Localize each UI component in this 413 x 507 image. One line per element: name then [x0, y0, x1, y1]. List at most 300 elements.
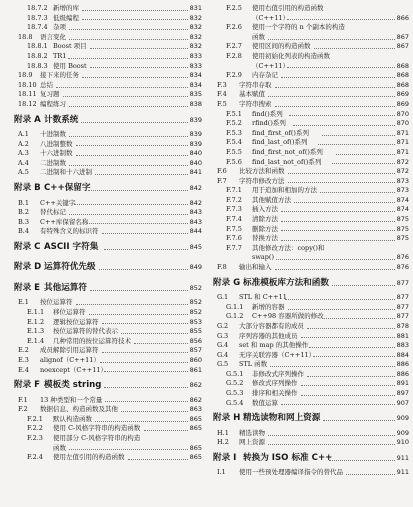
toc-page-number: 866: [396, 13, 409, 22]
toc-page-number: 907: [396, 398, 409, 407]
toc-section-number: G.5: [217, 360, 229, 369]
toc-section-number: F.1: [18, 395, 28, 404]
dot-leader: [288, 173, 396, 174]
dot-leader: [99, 269, 188, 270]
toc-section-title: 删除方法: [252, 224, 278, 233]
toc-page-number: 833: [189, 61, 202, 70]
toc-page-number: 838: [189, 99, 202, 108]
toc-page-number: 869: [396, 90, 409, 99]
toc-section-title: swap(): [252, 253, 275, 262]
toc-entry-row: [14, 168, 202, 178]
toc-section-title: 修改式序列操作: [252, 379, 298, 388]
toc-section-number: F.5.5: [226, 147, 242, 156]
toc-page-number: 884: [396, 350, 409, 359]
toc-page-number: 871: [396, 128, 409, 137]
toc-page-number: 843: [189, 217, 202, 226]
toc-section-title: 使用一些预处理器编译指令的替代品: [239, 468, 343, 477]
toc-page-number: 909: [396, 428, 409, 437]
dot-leader: [69, 106, 188, 107]
toc-entry-row: [213, 429, 409, 439]
dot-leader: [134, 343, 188, 344]
dot-leader: [88, 190, 188, 191]
dot-leader: [68, 58, 188, 59]
dot-leader: [105, 401, 188, 402]
toc-section-title: 函数: [53, 443, 66, 452]
toc-page-number: 877: [396, 293, 409, 302]
toc-chapter-row: [213, 408, 409, 429]
toc-section-title: 大部分容器都有的成员: [239, 321, 304, 330]
toc-section-number: 18.7.4: [27, 23, 48, 32]
toc-section-title: 字符串搜索: [239, 99, 272, 108]
toc-section-title: （C++11）: [252, 61, 290, 70]
toc-chapter-title: 转换为 ISO 标准 C++: [243, 452, 333, 463]
toc-entry-row: [213, 196, 409, 206]
dot-leader: [293, 125, 395, 126]
toc-entry-row: [213, 399, 409, 409]
toc-section-number: F.5.2: [226, 119, 242, 128]
toc-page-number: 870: [396, 109, 409, 118]
toc-entry-row: [213, 33, 409, 43]
toc-section-number: H.1: [217, 428, 229, 437]
toc-section-number: F.8: [217, 263, 227, 272]
toc-entry-row: [213, 303, 409, 313]
toc-section-title: 内存杂记: [252, 71, 278, 80]
toc-section-title: 13 种类型和一个常量: [40, 395, 103, 404]
toc-section-number: A.2: [18, 139, 29, 148]
toc-section-title: （C++11）: [252, 13, 290, 22]
toc-section-title: 精选读物: [239, 428, 265, 437]
toc-page-number: 842: [189, 178, 202, 199]
toc-entry-row: [213, 370, 409, 380]
toc-page-number: 845: [189, 237, 202, 258]
toc-section-number: E.3: [18, 355, 29, 364]
toc-section-number: F.6: [217, 167, 227, 176]
toc-section-title: find_last_of()系列: [252, 138, 308, 147]
toc-section-number: F.5: [217, 99, 227, 108]
dot-leader: [314, 48, 396, 49]
toc-section-number: F.5.4: [226, 138, 242, 147]
toc-entry-row: [14, 52, 202, 62]
toc-page-number: 876: [396, 263, 409, 272]
toc-entry-row: [213, 234, 409, 244]
toc-section-number: A.3: [18, 149, 29, 158]
dot-leader: [63, 96, 189, 97]
dot-leader: [268, 435, 395, 436]
toc-chapter-title: 标准模板库方法和函数: [243, 277, 329, 288]
toc-chapter-row: [14, 178, 202, 199]
dot-leader: [56, 87, 188, 88]
toc-section-number: F.2.4: [27, 453, 43, 462]
toc-section-title: 替换方法: [252, 234, 278, 243]
toc-section-number: E.2: [18, 346, 29, 355]
toc-entry-row: [14, 62, 202, 72]
dot-leader: [320, 192, 395, 193]
toc-section-title: 用于追加和相加的方法: [252, 186, 317, 195]
toc-section-number: A.1: [18, 130, 29, 139]
toc-page-number: 873: [396, 186, 409, 195]
dot-leader: [104, 249, 188, 250]
dot-leader: [281, 77, 395, 78]
toc-section-number: F.2.9: [226, 71, 242, 80]
toc-section-number: B.4: [18, 227, 29, 236]
toc-entry-row: [213, 253, 409, 263]
toc-entry-row: [213, 100, 409, 110]
toc-page-number: 860: [189, 355, 202, 364]
dot-leader: [121, 411, 188, 412]
toc-page-number: 833: [189, 51, 202, 60]
toc-entry-row: [213, 205, 409, 215]
toc-section-title: 替代标记: [40, 208, 66, 217]
toc-page-number: 865: [189, 443, 202, 452]
toc-section-title: alignof（C++11）: [40, 355, 100, 364]
toc-section-number: B.3: [18, 217, 29, 226]
dot-leader: [74, 204, 188, 205]
toc-page-number: 897: [396, 389, 409, 398]
toc-section-title: 输出和输入: [239, 263, 272, 272]
dot-leader: [275, 87, 396, 88]
toc-section-number: F.7.6: [226, 234, 242, 243]
toc-chapter-row: [14, 110, 202, 131]
toc-section-title: set 和 map 的其他操作: [239, 341, 309, 350]
toc-section-title: 使用右值引用的构造函数: [252, 4, 324, 12]
toc-chapter-row: [213, 273, 409, 294]
toc-section-number: G.1.2: [226, 312, 244, 321]
toc-entry-row: [14, 208, 202, 218]
toc-entry-row: [14, 149, 202, 159]
toc-section-number: G.4: [217, 350, 229, 359]
dot-leader: [102, 233, 189, 234]
toc-page-number: 875: [396, 234, 409, 243]
toc-entry-row: [213, 293, 409, 303]
toc-section-title: 移位运算符: [53, 307, 86, 316]
toc-page-number: 874: [396, 195, 409, 204]
dot-leader: [294, 202, 395, 203]
toc-entry-row: [213, 186, 409, 196]
toc-chapter-title: 运算符优先级: [44, 262, 96, 273]
dot-leader: [285, 299, 395, 300]
dot-leader: [102, 323, 189, 324]
dot-leader: [90, 48, 188, 49]
dot-leader: [288, 182, 396, 183]
toc-entry-row: [213, 351, 409, 361]
toc-entry-row: [213, 312, 409, 322]
toc-section-number: B.2: [18, 208, 29, 217]
toc-page-number: 911: [396, 468, 409, 477]
toc-page-number: 840: [189, 158, 202, 167]
toc-entry-row: [14, 327, 202, 337]
toc-page-number: 867: [396, 32, 409, 41]
toc-section-title: find()系列: [252, 109, 283, 118]
toc-entry-row: [213, 23, 409, 33]
toc-section-title: 八进制整数: [40, 139, 73, 148]
toc-section-number: F.2.8: [226, 51, 242, 60]
dot-leader: [313, 356, 395, 357]
dot-leader: [69, 136, 188, 137]
toc-entry-row: [213, 468, 409, 478]
toc-section-number: 18.9: [18, 71, 33, 80]
toc-page-number: 861: [189, 365, 202, 374]
toc-section-title: 无序关联容器（C++11）: [239, 350, 316, 359]
toc-section-number: F.5.1: [226, 109, 242, 118]
dot-leader: [102, 352, 189, 353]
dot-leader: [270, 366, 395, 367]
toc-section-title: 基本赋值: [239, 90, 265, 99]
toc-chapter-row: [14, 257, 202, 278]
dot-leader: [323, 420, 395, 421]
toc-section-number: F.2.7: [226, 42, 242, 51]
toc-page-number: 877: [396, 312, 409, 321]
toc-chapter-row: [14, 278, 202, 299]
toc-entry-row: [14, 199, 202, 209]
dot-leader: [281, 404, 395, 405]
toc-page-number: 853: [189, 317, 202, 326]
toc-entry-row: [213, 379, 409, 389]
toc-entry-row: [213, 119, 409, 129]
toc-page-number: 883: [396, 341, 409, 350]
toc-page-number: 865: [189, 453, 202, 462]
dot-leader: [276, 259, 395, 260]
dot-leader: [95, 174, 188, 175]
toc-entry-row: [14, 81, 202, 91]
toc-entry-row: [14, 90, 202, 100]
toc-page-number: 868: [396, 71, 409, 80]
dot-leader: [76, 304, 189, 305]
toc-page-number: 839: [189, 139, 202, 148]
dot-leader: [275, 269, 396, 270]
toc-section-title: TR1: [53, 51, 67, 60]
toc-section-number: G.1: [217, 293, 229, 302]
dot-leader: [289, 115, 395, 116]
toc-entry-row: [213, 263, 409, 273]
toc-section-title: 十六进制数: [40, 149, 73, 158]
toc-section-number: H.2: [217, 438, 229, 447]
toc-section-title: find_first_of()系列: [252, 128, 309, 137]
toc-section-number: G.5.4: [226, 398, 244, 407]
dot-leader: [322, 318, 395, 319]
dot-leader: [268, 39, 395, 40]
toc-entry-row: [14, 434, 202, 444]
dot-leader: [69, 214, 188, 215]
toc-section-number: G.5.2: [226, 379, 244, 388]
dot-leader: [90, 67, 188, 68]
toc-section-number: G.5.3: [226, 389, 244, 398]
toc-section-title: 使用一个字符的 n 个副本的构造: [252, 23, 345, 32]
toc-section-title: 排序和相关操作: [252, 389, 298, 398]
toc-entry-row: [14, 159, 202, 169]
toc-section-number: E.1.1: [27, 307, 45, 316]
toc-entry-row: [14, 227, 202, 237]
toc-page-number: 877: [396, 273, 409, 294]
toc-entry-row: [14, 405, 202, 415]
dot-leader: [301, 385, 396, 386]
toc-section-title: 清除方法: [252, 215, 278, 224]
toc-section-number: E.4: [18, 365, 29, 374]
dot-leader: [346, 474, 395, 475]
toc-entry-row: [213, 42, 409, 52]
toc-section-number: I.1: [217, 468, 226, 477]
toc-section-title: 数值运算: [252, 398, 278, 407]
toc-entry-row: [213, 341, 409, 351]
toc-section-title: 编程练习: [40, 99, 66, 108]
toc-page-number: 840: [189, 149, 202, 158]
toc-left-column: [14, 4, 202, 463]
toc-entry-row: [14, 130, 202, 140]
dot-leader: [268, 96, 395, 97]
toc-entry-row: [14, 366, 202, 376]
toc-section-number: 附录 C: [14, 241, 41, 252]
toc-section-title: Boost 项目: [53, 42, 87, 51]
toc-entry-row: [213, 215, 409, 225]
toc-page-number: 852: [189, 307, 202, 316]
toc-entry-row: [14, 337, 202, 347]
toc-section-title: 按位运算符的替代表示: [53, 327, 118, 336]
dot-leader: [332, 163, 395, 164]
toc-page-number: 881: [396, 331, 409, 340]
toc-entry-row: [14, 14, 202, 24]
dot-leader: [76, 145, 189, 146]
toc-page-number: 872: [396, 157, 409, 166]
toc-section-number: 18.11: [18, 90, 37, 99]
toc-section-title: 总结: [40, 80, 53, 89]
dot-leader: [90, 290, 188, 291]
toc-page-number: 852: [189, 278, 202, 299]
toc-entry-row: [213, 14, 409, 24]
dot-leader: [82, 77, 188, 78]
toc-section-title: 低级编程: [53, 13, 79, 22]
toc-page-number: 875: [396, 224, 409, 233]
toc-section-number: F.7.3: [226, 205, 242, 214]
toc-section-number: 附录 H: [213, 413, 241, 424]
dot-leader: [332, 285, 395, 286]
toc-section-title: 有特殊含义的标识符: [40, 227, 99, 236]
toc-entry-row: [14, 318, 202, 328]
toc-entry-row: [213, 129, 409, 139]
toc-chapter-title: 其他运算符: [44, 282, 87, 293]
dot-leader: [69, 29, 188, 30]
toc-section-number: B.1: [18, 198, 29, 207]
toc-section-number: F.7.1: [226, 186, 242, 195]
toc-section-title: 语言变化: [40, 32, 66, 41]
toc-page-number: 891: [396, 379, 409, 388]
toc-section-number: 18.7.2: [27, 4, 48, 12]
toc-section-title: 网上资源: [239, 438, 265, 447]
toc-page-number: 876: [396, 253, 409, 262]
toc-page-number: 839: [189, 130, 202, 139]
toc-section-title: C++98 容器所做的修改: [252, 312, 324, 321]
toc-entry-row: [14, 424, 202, 434]
toc-section-title: 新增的库: [53, 4, 79, 12]
dot-leader: [336, 154, 395, 155]
dot-leader: [82, 10, 188, 11]
toc-section-title: 使用 Boost: [53, 61, 87, 70]
toc-entry-row: [213, 225, 409, 235]
toc-section-number: 附录 G: [213, 277, 241, 288]
toc-section-title: 杂项: [53, 23, 66, 32]
dot-leader: [281, 230, 395, 231]
toc-page-number: 856: [189, 336, 202, 345]
toc-section-number: 18.7.3: [27, 13, 48, 22]
toc-section-title: 使用初始化列表的构造函数: [252, 51, 330, 60]
toc-page-number: 839: [189, 110, 202, 131]
toc-section-number: 18.8.2: [27, 51, 48, 60]
toc-entry-row: [213, 438, 409, 448]
toc-page-number: 832: [189, 42, 202, 51]
toc-page-number: 832: [189, 23, 202, 32]
dot-leader: [322, 135, 395, 136]
toc-page-number: 831: [189, 4, 202, 12]
toc-entry-row: [14, 218, 202, 228]
toc-section-number: G.2: [217, 321, 229, 330]
toc-entry-row: [213, 158, 409, 168]
toc-section-number: 18.12: [18, 99, 37, 108]
dot-leader: [100, 362, 188, 363]
toc-page-number: 871: [396, 138, 409, 147]
toc-page-number: 871: [396, 147, 409, 156]
toc-section-number: F.2.3: [27, 434, 43, 442]
toc-section-title: 二进制和十六进制: [40, 168, 92, 177]
toc-section-number: F.7.7: [226, 243, 242, 252]
toc-section-title: 按位运算符: [40, 298, 73, 307]
toc-page-number: 834: [189, 71, 202, 80]
toc-chapter-row: [14, 375, 202, 396]
dot-leader: [275, 106, 396, 107]
toc-section-number: 18.10: [18, 80, 37, 89]
dot-leader: [69, 39, 188, 40]
toc-section-title: C++库保留名称: [40, 217, 89, 226]
toc-entry-row: [14, 33, 202, 43]
toc-section-number: A.4: [18, 158, 29, 167]
toc-entry-row: [213, 81, 409, 91]
toc-section-number: F.7: [217, 176, 227, 185]
dot-leader: [309, 347, 395, 348]
toc-page-number: 910: [396, 438, 409, 447]
toc-section-title: 其他赋值方法: [252, 195, 291, 204]
toc-entry-row: [14, 4, 202, 14]
dot-leader: [307, 376, 395, 377]
toc-page-number: 832: [189, 13, 202, 22]
toc-section-number: F.5.6: [226, 157, 242, 166]
toc-entry-row: [213, 322, 409, 332]
toc-page-number: 875: [396, 215, 409, 224]
toc-section-title: 复习题: [40, 90, 60, 99]
toc-section-number: 附录 D: [14, 262, 42, 273]
toc-section-title: 函数: [252, 32, 265, 41]
toc-section-title: STL 函数: [239, 360, 268, 369]
toc-section-title: 使用部分 C-风格字符串的构造: [53, 434, 141, 442]
dot-leader: [301, 337, 396, 338]
toc-section-title: 默认构造函数: [53, 414, 92, 423]
toc-section-number: 18.8: [18, 32, 33, 41]
toc-page-number: 870: [396, 119, 409, 128]
toc-page-number: 862: [189, 395, 202, 404]
toc-entry-row: [213, 4, 409, 14]
dot-leader: [329, 460, 395, 461]
toc-entry-row: [14, 346, 202, 356]
dot-leader: [281, 240, 395, 241]
toc-page-number: 872: [396, 167, 409, 176]
toc-section-title: noexcept（C++11）: [40, 365, 108, 374]
toc-page-number: 874: [396, 205, 409, 214]
toc-page-number: 865: [189, 424, 202, 433]
toc-section-title: 序列容器的其他成员: [239, 331, 298, 340]
toc-section-number: G.4: [217, 341, 229, 350]
toc-page-number: 878: [396, 321, 409, 330]
dot-leader: [82, 19, 188, 20]
dot-leader: [287, 67, 395, 68]
toc-entry-row: [14, 23, 202, 33]
toc-entry-row: [213, 110, 409, 120]
toc-entry-row: [213, 332, 409, 342]
